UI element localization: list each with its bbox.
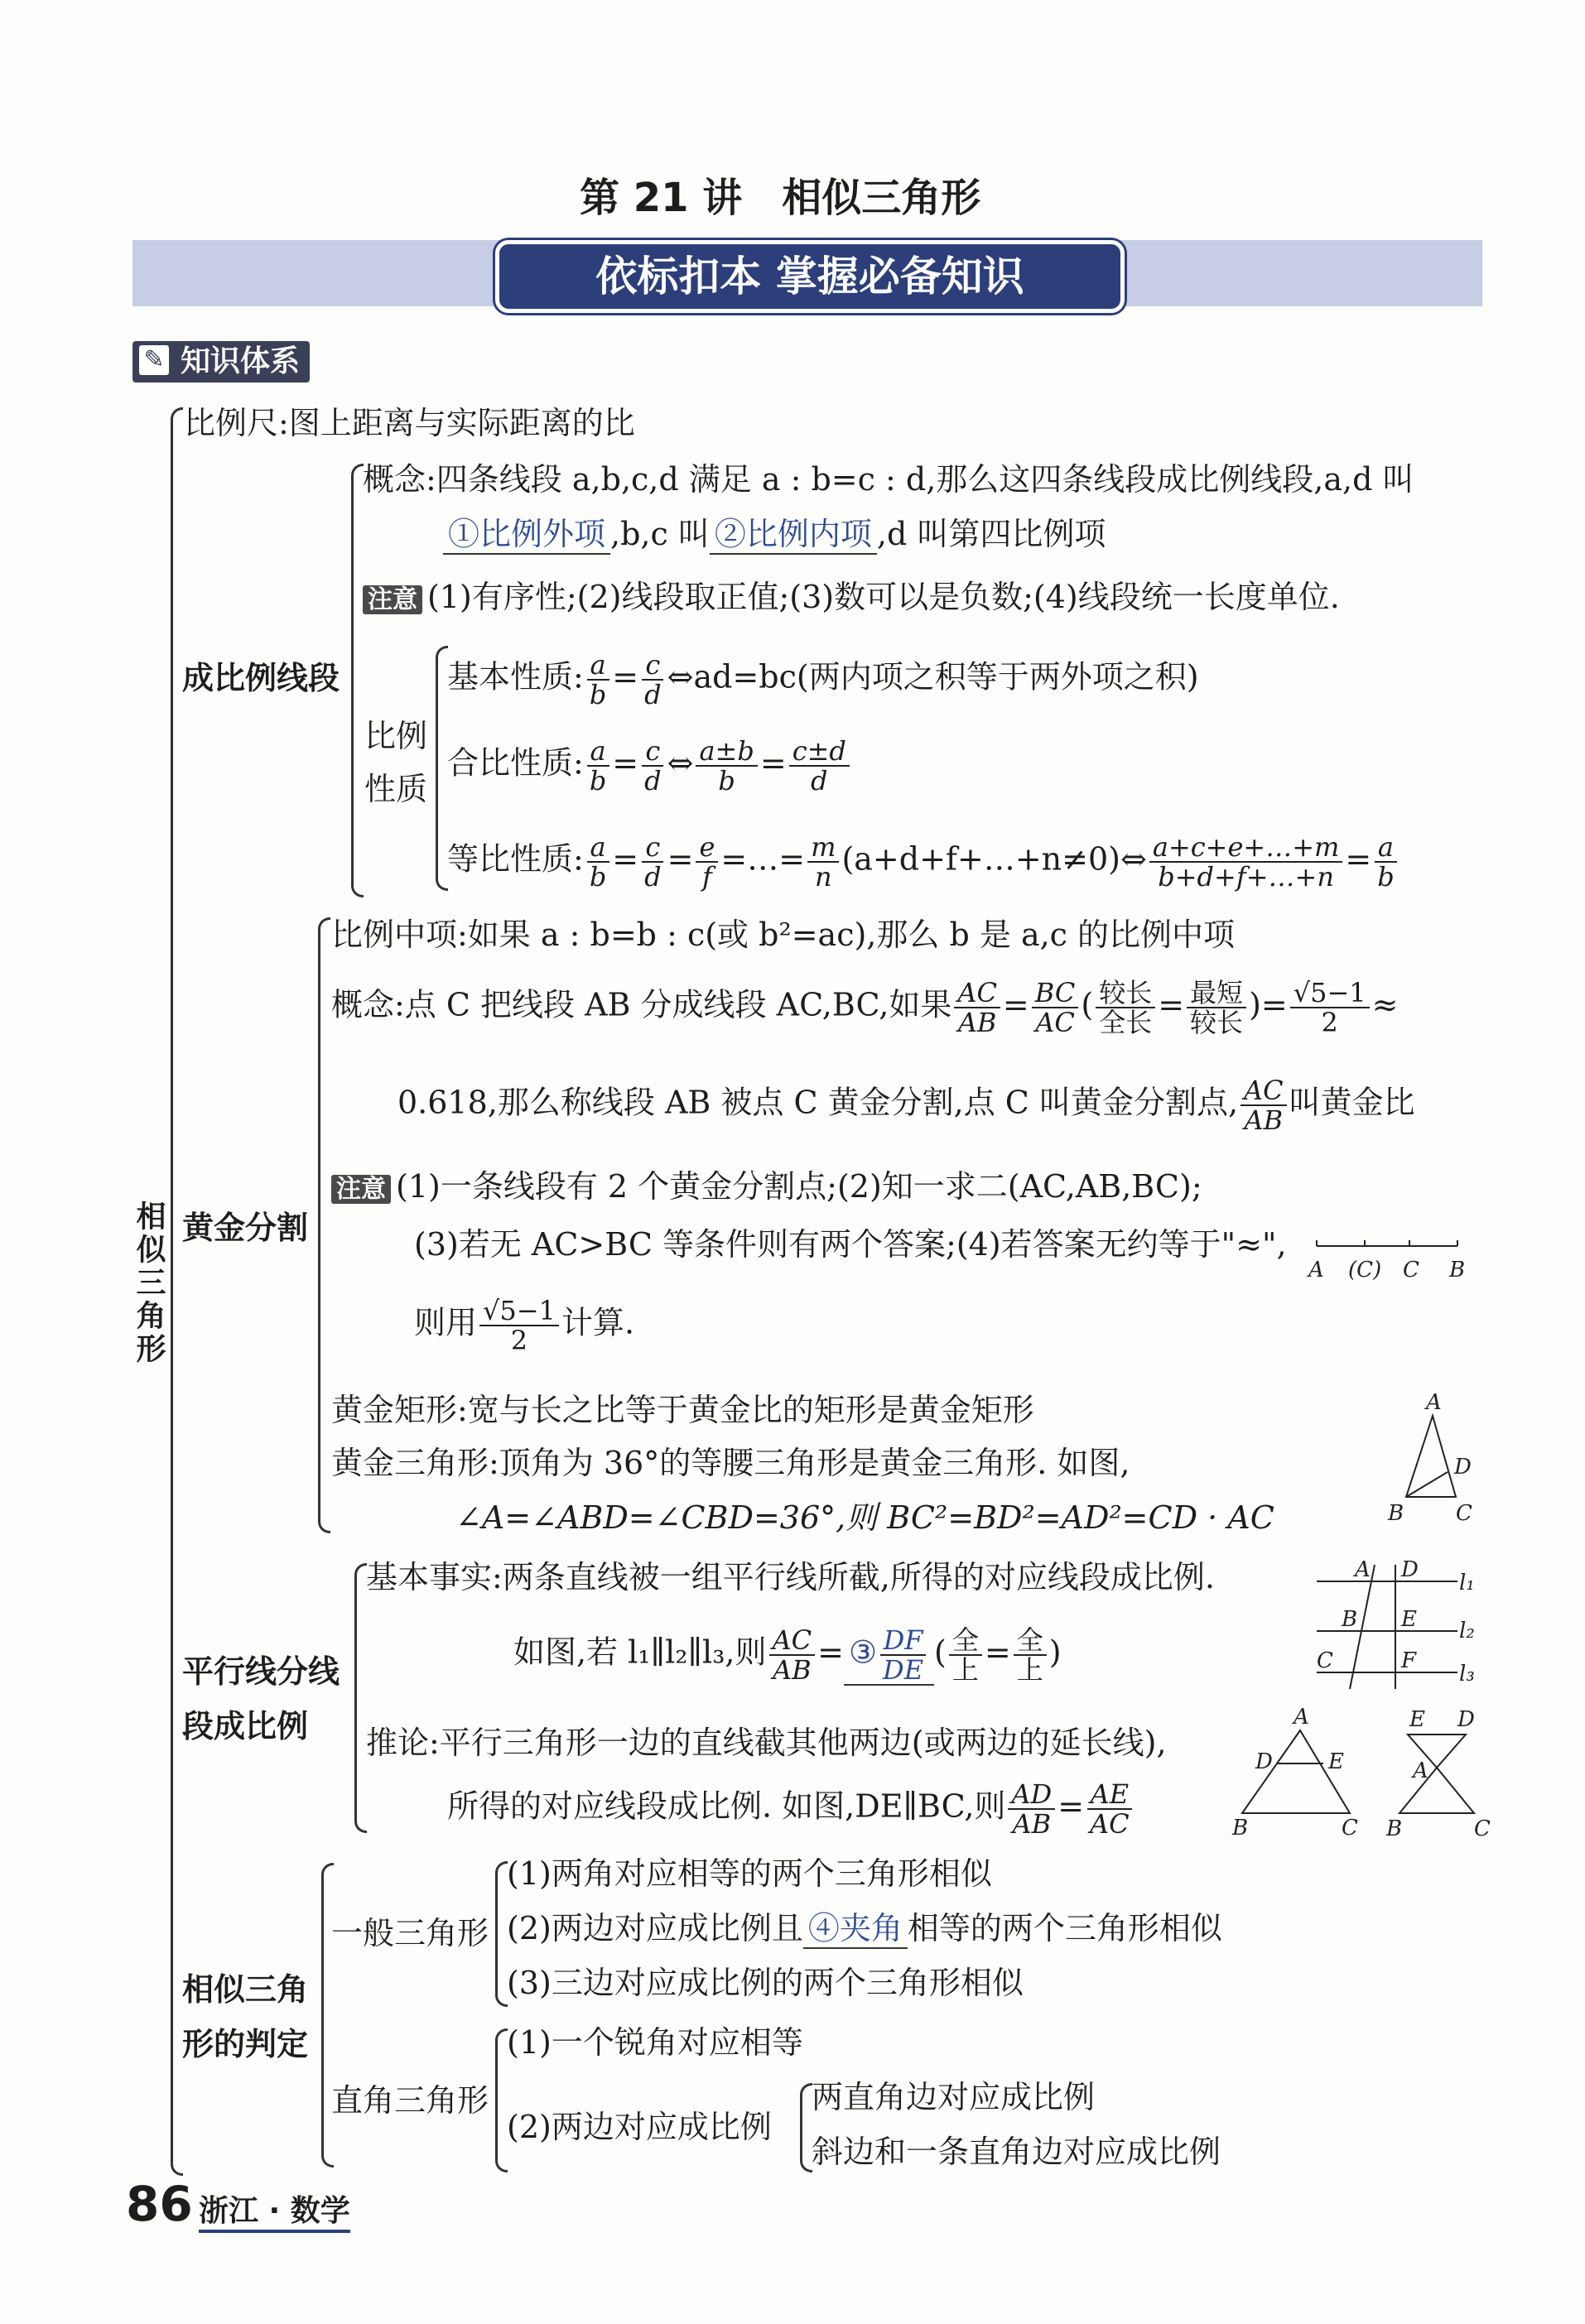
frac-whole: 全长: [1099, 1007, 1153, 1038]
combine-property: 合比性质: $\frac{a}{b}$ = $\frac{c}{d}$ ⇔ $\frac{a\pm b}{b}$ = $\frac{c\pm d}{d}$: [447, 737, 852, 795]
page-number: 86: [126, 2176, 193, 2232]
right-brace: [495, 2028, 508, 2172]
blank-2: ②比例内项: [710, 515, 877, 555]
prop-label-1: 比例: [364, 718, 428, 754]
blank-3-prefix: ③: [848, 1634, 878, 1671]
section-tag-label: 知识体系: [181, 344, 301, 378]
parallel-brace: [354, 1563, 367, 1833]
right-2b: 斜边和一条直角边对应成比例: [812, 2134, 1221, 2170]
frac-whole-2: 全: [1014, 1626, 1047, 1656]
golden-concept-2: 0.618,那么称线段 AB 被点 C 黄金分割,点 C 叫黄金分割点, $\frac{AC}{AB}$ 叫黄金比: [397, 1075, 1415, 1136]
frac-longer: 较长: [1096, 979, 1155, 1008]
frac-upper-2: 上: [1016, 1654, 1043, 1686]
general-brace: [495, 1861, 508, 2007]
golden-concept-b: ≈: [1371, 986, 1399, 1023]
corollary-hourglass-figure: [1375, 1701, 1499, 1842]
proportion-note: [363, 578, 1340, 619]
proportion-label: 成比例线段: [182, 660, 340, 696]
golden-segment-figure: [1300, 1225, 1474, 1292]
scale-definition: 比例尺:图上距离与实际距离的比: [184, 405, 635, 441]
golden-triangle: 黄金三角形:顶角为 36°的等腰三角形是黄金三角形. 如图,: [331, 1445, 1130, 1481]
general-2a: (2)两边对应成比例且: [507, 1910, 803, 1946]
golden-triangle-figure: [1383, 1391, 1491, 1532]
proportion-concept: 概念:四条线段 a,b,c,d 满足 a : b=c : d,那么这四条线段成比例线段,a,d 叫: [363, 461, 1414, 498]
general-1: (1)两角对应相等的两个三角形相似: [507, 1855, 992, 1892]
similar-brace: [321, 1863, 334, 2168]
blank-1: ①比例外项: [443, 515, 610, 555]
footer-text: 浙江 · 数学: [199, 2187, 350, 2233]
blank-3-den: DE: [883, 1654, 924, 1686]
sqrt-num: √5−1: [1290, 979, 1370, 1008]
banner: 依标扣本 掌握必备知识: [495, 240, 1125, 313]
note-tag: 注意: [363, 585, 422, 614]
golden-note-1-text: (1)一条线段有 2 个黄金分割点;(2)知一求二(AC,AB,BC);: [396, 1168, 1202, 1205]
general-2b: 相等的两个三角形相似: [907, 1910, 1222, 1946]
combine-label: 合比性质:: [447, 744, 584, 782]
parallel-corollary: 推论:平行三角形一边的直线截其他两边(或两边的延长线),: [366, 1725, 1167, 1761]
ch-label-d: D: [1457, 1707, 1475, 1732]
parallel-lines-figure: [1292, 1557, 1482, 1697]
parallel-fact: 基本事实:两条直线被一组平行线所截,所得的对应线段成比例.: [366, 1559, 1215, 1595]
property-brace: [436, 646, 448, 891]
right-2a: 两直角边对应成比例: [812, 2079, 1096, 2115]
seg-label-c1: (C): [1348, 1258, 1382, 1282]
corollary-2a: 所得的对应线段成比例. 如图,DE∥BC,则: [447, 1788, 1006, 1825]
root-brace: [171, 407, 183, 2176]
general-label: 一般三角形: [331, 1915, 489, 1951]
general-3: (3)三边对应成比例的两个三角形相似: [507, 1965, 1024, 2001]
ch-label-b: B: [1386, 1816, 1403, 1841]
equal-property: 等比性质: $\frac{a}{b}$ = $\frac{c}{d}$ = $\frac{e}{f}$ =…= $\frac{m}{n}$ (a+d+f+…+n≠0)⇔ $\frac{a+c+e+\dots+m}{b+d+f+\dots+n}$ = $\frac{a}{b}$: [447, 833, 1400, 891]
ct-label-d: D: [1255, 1749, 1273, 1774]
frac-longer2: 较长: [1190, 1007, 1244, 1038]
right-1: (1)一个锐角对应相等: [507, 2024, 803, 2061]
parallel-label-2: 段成比例: [182, 1708, 309, 1744]
pl-label-e: E: [1401, 1607, 1417, 1632]
golden-concept-2b: 叫黄金比: [1289, 1084, 1415, 1121]
golden-concept-2a: 0.618,那么称线段 AB 被点 C 黄金分割,点 C 叫黄金分割点,: [397, 1084, 1239, 1121]
ch-label-e: E: [1409, 1707, 1425, 1732]
similar-label-1: 相似三角: [182, 1971, 309, 2008]
tri-label-a: A: [1426, 1391, 1442, 1415]
blank-3-num: DF: [880, 1626, 927, 1656]
right-sub-brace: [800, 2083, 812, 2172]
right-label: 直角三角形: [331, 2082, 489, 2119]
sqrt-num-2: √5−1: [479, 1297, 559, 1326]
proportion-brace: [351, 464, 364, 897]
pl-label-l1: l₁: [1459, 1571, 1475, 1595]
note-3b: 计算.: [561, 1304, 635, 1341]
golden-note-3: [414, 1297, 634, 1354]
seg-label-b: B: [1449, 1258, 1466, 1282]
ch-label-c: C: [1474, 1816, 1491, 1841]
golden-concept-a: 概念:点 C 把线段 AB 分成线段 AC,BC,如果: [331, 986, 952, 1023]
concept-2b: ,d 叫第四比例项: [876, 516, 1106, 552]
parallel-label-1: 平行线分线: [182, 1653, 340, 1690]
ct-label-e: E: [1328, 1749, 1344, 1774]
right-2: (2)两边对应成比例: [507, 2109, 772, 2145]
ct-label-c: C: [1342, 1816, 1358, 1838]
frac-whole-1: 全: [949, 1626, 982, 1656]
basic-tail: ⇔ad=bc(两内项之积等于两外项之积): [667, 658, 1199, 695]
note-tag-2: 注意: [331, 1175, 391, 1204]
ch-label-a: A: [1413, 1759, 1428, 1783]
pl-label-a: A: [1355, 1557, 1371, 1582]
tri-label-d: D: [1454, 1455, 1472, 1480]
pl-label-c: C: [1317, 1648, 1333, 1673]
golden-brace: [318, 917, 330, 1533]
seg-label-a: A: [1308, 1258, 1324, 1282]
corollary-triangle-figure: [1217, 1706, 1366, 1838]
mean-proportional: 比例中项:如果 a : b=b : c(或 b²=ac),那么 b 是 a,c 的比例中项: [331, 917, 1236, 953]
frac-shortest: 最短: [1187, 979, 1246, 1008]
basic-property: 基本性质: $\frac{a}{b}$ = $\frac{c}{d}$ ⇔ad=bc(两内项之积等于两外项之积): [447, 649, 1199, 710]
blank-3: [844, 1626, 934, 1686]
note-3a: 则用: [414, 1304, 478, 1341]
golden-concept: 概念:点 C 把线段 AB 分成线段 AC,BC,如果 $\frac{AC}{AB}$ = $\frac{BC}{AC}$ ( $\frac{\text{较长}}{\text{全长}}$ = $\frac{\text{最短}}{\text{较长}}$ )= $\frac{√5-1}{2}$ ≈: [331, 977, 1399, 1038]
sqrt-den: 2: [1321, 1007, 1338, 1038]
parallel-formula: 如图,若 l₁∥l₂∥l₃,则 $\frac{AC}{AB}$ = ③ $\frac{DF}{DE}$ ( $\frac{\text{全}}{\text{上}}$ = $\frac{\text{全}}{\text{上}}$ ): [513, 1624, 1062, 1686]
similar-label-2: 形的判定: [182, 2026, 309, 2062]
basic-label: 基本性质:: [447, 658, 584, 695]
golden-label: 黄金分割: [182, 1210, 309, 1246]
general-2: [507, 1909, 1222, 1949]
page-title: 第 21 讲 相似三角形: [580, 175, 981, 221]
prop-label-2: 性质: [364, 771, 428, 807]
golden-triangle-2: ∠A=∠ABD=∠CBD=36°,则 BC²=BD²=AD²=CD · AC: [455, 1499, 1274, 1536]
blank-4: ④夹角: [803, 1909, 908, 1949]
parallel-corollary-2: 所得的对应线段成比例. 如图,DE∥BC,则 $\frac{AD}{AB}$ = $\frac{AE}{AC}$: [447, 1780, 1135, 1838]
pl-label-f: F: [1401, 1648, 1417, 1673]
pl-label-b: B: [1342, 1607, 1358, 1632]
edit-icon: ✎: [139, 345, 169, 375]
golden-rectangle: 黄金矩形:宽与长之比等于黄金比的矩形是黄金矩形: [331, 1392, 1034, 1428]
root-label: 相似三角形: [132, 1200, 166, 1366]
sqrt-den-2: 2: [510, 1325, 528, 1356]
ct-label-b: B: [1232, 1816, 1249, 1838]
section-tag: [132, 341, 310, 383]
pl-label-l2: l₂: [1459, 1619, 1475, 1643]
golden-note-2: (3)若无 AC>BC 等条件则有两个答案;(4)若答案无约等于"≈",: [414, 1226, 1287, 1263]
seg-label-c2: C: [1403, 1258, 1419, 1282]
pl-label-l3: l₃: [1459, 1662, 1475, 1686]
proportion-concept-2: [443, 515, 1106, 555]
frac-upper-1: 上: [951, 1654, 979, 1686]
golden-note-1: [331, 1167, 1202, 1209]
equal-mid: =…=: [720, 840, 806, 878]
tri-label-b: B: [1388, 1501, 1404, 1526]
pl-label-d: D: [1401, 1557, 1419, 1582]
note-text: (1)有序性;(2)线段取正值;(3)数可以是负数;(4)线段统一长度单位.: [427, 579, 1340, 615]
tri-label-c: C: [1456, 1501, 1472, 1526]
parallel-fig-a: 如图,若 l₁∥l₂∥l₃,则: [513, 1634, 767, 1671]
concept-2a: ,b,c 叫: [610, 516, 710, 552]
equal-cond: (a+d+f+…+n≠0)⇔: [841, 840, 1147, 878]
equal-label: 等比性质:: [447, 840, 584, 878]
ct-label-a: A: [1294, 1706, 1309, 1730]
